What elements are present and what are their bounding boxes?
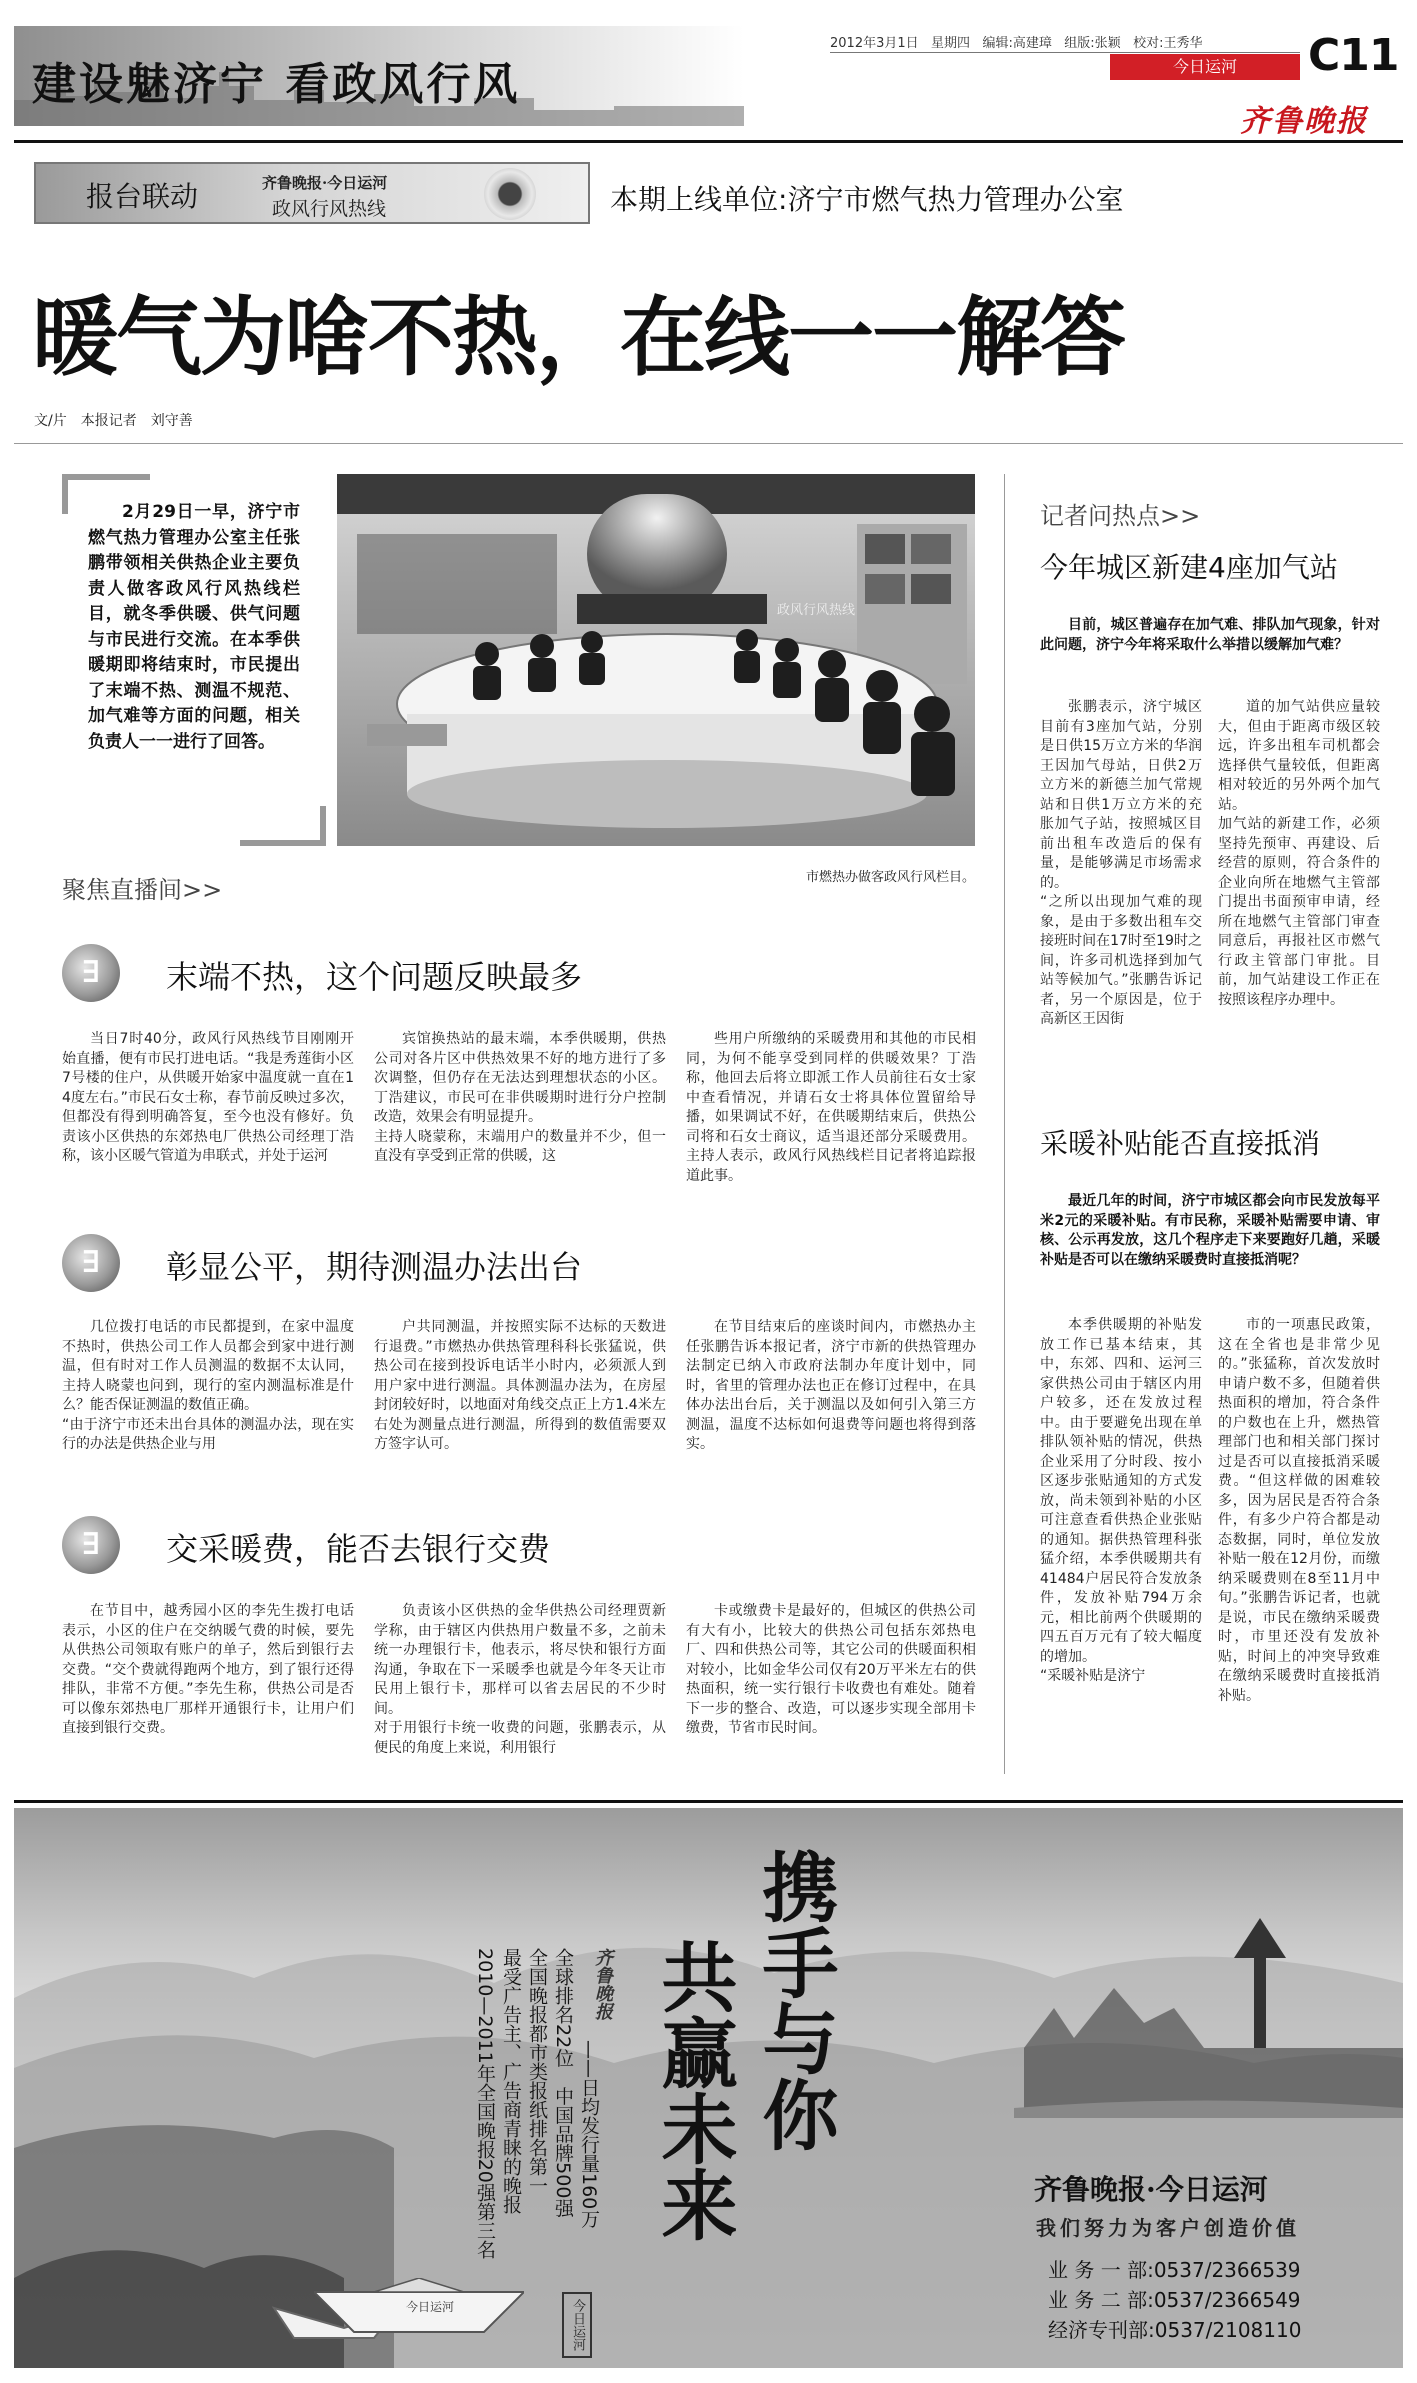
sidebar-q1-title: 今年城区新建4座加气站 <box>1040 551 1338 584</box>
paragraph: 几位拨打电话的市民都提到，在家中温度不热时，供热公司工作人员都会到家中进行测温，但有时对工作人员测温的数据不太认同，主持人晓蒙也问到，现行的室内测温标准是什么？能否保证测温的数值正确。 “由于济宁市还未出台具体的测温办法，现在实行的办法是供热企业与用 <box>62 1319 354 1452</box>
layout-editor: 组版:张颖 <box>1064 36 1121 51</box>
section-3-col-2 <box>374 1602 666 1758</box>
issue-date: 2012年3月1日 <box>830 36 919 51</box>
section-2-col-3 <box>686 1318 976 1455</box>
masthead-divider <box>14 140 1403 143</box>
advertisement <box>14 1808 1403 2368</box>
contact-phone: 0537/2108110 <box>1154 2318 1302 2342</box>
sidebar-q2-title: 采暖补贴能否直接抵消 <box>1040 1127 1321 1160</box>
paragraph: 当日7时40分，政风行风热线节目刚刚开始直播，便有市民打进电话。“我是秀莲街小区7号楼的住户，从供暖开始家中温度就一直在14度左右。”市民石女士称，春节前反映过多次，但都没有得到明确答复，至今也没有修好。负责该小区供热的东郊热电厂供热公司经理丁浩称，该小区暖气管道为串联式，并处于运河 <box>62 1031 354 1164</box>
ad-calligraphy-2: 共赢未来 <box>649 1938 738 2242</box>
slogan: 建设魅济宁 看政风行风 <box>32 59 521 110</box>
ad-seal: 今日运河 <box>562 2292 592 2358</box>
byline-divider <box>14 443 1403 444</box>
section-icon-3: ∃ <box>62 1516 120 1574</box>
ad-claim-4: 最受广告主、广告商青睐的晚报 <box>500 1948 522 2214</box>
intro-text: 2月29日一早，济宁市燃气热力管理办公室主任张鹏带领相关供热企业主要负责人做客政风行风热线栏目，就冬季供暖、供气问题与市民进行交流。在本季供暖期即将结束时，市民提出了末端不热、测温不规范、加气难等方面的问题，相关负责人一一进行了回答。 <box>88 502 300 752</box>
masthead <box>0 18 1417 140</box>
section-title-3: 交采暖费，能否去银行交费 <box>166 1530 551 1568</box>
studio-sign: 政风行风热线 <box>777 603 856 618</box>
sidebar-q2-lead: 最近几年的时间，济宁市城区都会向市民发放每平米2元的采暖补贴。有市民称，采暖补贴需要申请、审核、公示再发放，这几个程序走下来要跑好几趟，采暖补贴是否可以在缴纳采暖费时直接抵消呢？ <box>1040 1193 1380 1268</box>
ad-claim-3: 全国晚报都市类报纸排名第一 <box>526 1948 548 2195</box>
section-2-col-2 <box>374 1318 666 1455</box>
paragraph: 张鹏表示，济宁城区目前有3座加气站，分别是日供15万立方米的华润王因加气母站，日供2万立方米的新德兰加气常规站和日供1万立方米的充胀加气子站，按照城区目前出租车改造后的保有量，是能够满足市场需求的。 “之所以出现加气难的现象，是由于多数出租车交接班时间在17时至19时之间，许多司机选择到加气站等候加气。”张鹏告诉记者，另一个原因是，位于高新区王因街 <box>1040 699 1202 1027</box>
contact-phone: 0537/2366549 <box>1153 2288 1301 2312</box>
ad-claim-5: 2010—2011年全国晚报20强第三名 <box>474 1948 496 2259</box>
section-3-col-1 <box>62 1602 354 1739</box>
paragraph: 些用户所缴纳的采暖费用和其他的市民相同，为何不能享受到同样的供暖效果？丁浩称，他回去后将立即派工作人员前往石女士家中查看情况，并请石女士将具体位置留给导播，如果调试不好，在供暖期结束后，供热公司将和石女士商议，适当退还部分采暖费用。主持人表示，政风行风热线栏目记者将追踪报道此事。 <box>686 1031 976 1184</box>
section-2-col-1 <box>62 1318 354 1455</box>
proofreader: 校对:王秀华 <box>1133 36 1203 51</box>
section-1-col-1 <box>62 1030 354 1167</box>
paragraph: 在节目中，越秀园小区的李先生拨打电话表示，小区的住户在交纳暖气费的时候，要先从供热公司领取有账户的单子，然后到银行去交费。“交个费就得跑两个地方，到了银行还得排队，非常不方便。”李先生称，供热公司是否可以像东郊热电厂那样开通银行卡，让用户们直接到银行交费。 <box>62 1603 354 1736</box>
ad-contact-1 <box>1048 2254 1301 2283</box>
ad-claim-2: 全球排名22位 中国品牌500强 <box>552 1948 574 2218</box>
ad-brand: 齐鲁晚报·今日运河 <box>1034 2173 1268 2206</box>
sunflower-icon <box>484 168 536 220</box>
sidebar-q1-lead: 目前，城区普遍存在加气难、排队加气现象，针对此问题，济宁今年将采取什么举措以缓解加气难？ <box>1040 617 1380 653</box>
contact-label: 经济专刊部: <box>1048 2318 1155 2342</box>
studio-photo <box>337 474 975 846</box>
ad-boat-text: 今日运河 <box>406 2300 455 2314</box>
section-1-col-2 <box>374 1030 666 1167</box>
paragraph: 市的一项惠民政策，这在全省也是非常少见的。”张猛称，首次发放时申请户数不多，但随着供热面积的增加，符合条件的户数也在上升，燃热管理部门也和相关部门探讨过是否可以直接抵消采暖费。“但这样做的困难较多，因为居民是否符合条件，有多少户符合都是动态数据，同时，单位发放补贴一般在12月份，而缴纳采暖费则在8至11月中旬。”张鹏告诉记者，也就是说，市民在缴纳采暖费时，市里还没有发放补贴，时间上的冲突导致难在缴纳采暖费时直接抵消补贴。 <box>1218 1317 1380 1704</box>
brand-logo: 齐鲁晚报 <box>1240 104 1368 139</box>
online-unit-name: 济宁市燃气热力管理办公室 <box>787 183 1124 216</box>
section-badge: 今日运河 <box>1110 54 1300 80</box>
contact-label: 业 务 一 部: <box>1048 2258 1154 2282</box>
ad-boat <box>314 2278 524 2334</box>
sidebar-q1-col-2 <box>1218 698 1380 1010</box>
issue-weekday: 星期四 <box>931 36 971 51</box>
ad-calligraphy-1: 携手与你 <box>750 1848 839 2152</box>
paragraph: 道的加气站供应量较大，但由于距离市级区较远，许多出租车司机都会选择供气量较低，但距离相对较近的另外两个加气站。 加气站的新建工作，必须坚持先预审、再建设、后经营的原则，符合条件的企业向所在地燃气主管部门提出书面预审申请，经所在地燃气主管部门审查同意后，再报社区市燃气行政主管部门审批。目前，加气站建设工作正在按照该程序办理中。 <box>1218 699 1380 1008</box>
masthead-rule <box>830 52 1300 53</box>
sidebar-q1-col-1 <box>1040 698 1202 1030</box>
linkage-logo-line2: 政风行风热线 <box>272 198 387 220</box>
ad-divider <box>14 1800 1403 1803</box>
linkage-logo-line1: 齐鲁晚报·今日运河 <box>262 174 388 192</box>
ad-contact-2 <box>1048 2284 1301 2313</box>
ad-slogan: 我们努力为客户创造价值 <box>1036 2216 1300 2240</box>
paragraph: 负责该小区供热的金华供热公司经理贾新学称，由于辖区内供热用户数量不多，之前未统一办理银行卡，他表示，将尽快和银行方面沟通，争取在下一采暖季也就是今年冬天让市民用上银行卡，那样可以省去居民的不少时间。 对于用银行卡统一收费的问题，张鹏表示，从便民的角度上来说，利用银行 <box>374 1603 666 1756</box>
section-icon-1: ∃ <box>62 944 120 1002</box>
paragraph: 本季供暖期的补贴发放工作已基本结束，其中，东郊、四和、运河三家供热公司由于辖区内用户较多，还在发放过程中。由于要避免出现在单排队领补贴的情况，供热企业采用了分时段、按小区逐步张贴通知的方式发放，尚未领到补贴的小区可注意查看供热企业张贴的通知。据供热管理科张猛介绍，本季供暖期共有41484户居民符合发放条件，发放补贴794万余元，相比前两个供暖期的四五百万元有了较大幅度的增加。 “采暖补贴是济宁 <box>1040 1317 1202 1684</box>
online-unit-label: 本期上线单位: <box>610 183 788 216</box>
contact-phone: 0537/2366539 <box>1153 2258 1301 2282</box>
paragraph: 卡或缴费卡是最好的，但城区的供热公司有大有小，比较大的供热公司包括东郊热电厂、四和供热公司等，其它公司的供暖面积相对较小，比如金华公司仅有20万平米左右的供热面积，统一实行银行卡收费也有难处。随着下一步的整合、改造，可以逐步实现全部用卡缴费，节省市民时间。 <box>686 1603 976 1736</box>
headline: 暖气为啥不热，在线一一解答 <box>32 288 1124 388</box>
column-divider <box>1004 474 1005 1774</box>
issue-info <box>830 32 1202 51</box>
focus-label: 聚焦直播间>> <box>62 876 223 904</box>
online-unit <box>610 178 1123 218</box>
byline: 文/片 本报记者 刘守善 <box>34 413 193 429</box>
sidebar-q2-col-2 <box>1218 1316 1380 1706</box>
section-1-col-3 <box>686 1030 976 1186</box>
photo-caption: 市燃热办做客政风行风栏目。 <box>805 870 975 885</box>
sidebar-label: 记者问热点>> <box>1040 502 1201 530</box>
paragraph: 宾馆换热站的最末端，本季供暖期，供热公司对各片区中供热效果不好的地方进行了多次调整，但仍存在无法达到理想状态的小区。丁浩建议，市民可在非供暖期时进行分户控制改造，效果会有明显提升。 主持人晓蒙称，末端用户的数量并不少，但一直没有享受到正常的供暖，这 <box>374 1031 666 1164</box>
section-icon-2: ∃ <box>62 1234 120 1292</box>
editor: 编辑:高建璋 <box>982 36 1052 51</box>
page-number: C11 <box>1308 30 1399 81</box>
intro-bracket-br <box>240 806 326 846</box>
section-3-col-3 <box>686 1602 976 1739</box>
linkage-label: 报台联动 <box>86 180 199 213</box>
ad-brand-vertical: 齐鲁晚报 <box>592 1948 613 2020</box>
ad-contact-3 <box>1048 2314 1301 2343</box>
contact-label: 业 务 二 部: <box>1048 2288 1154 2312</box>
linkage-box <box>34 162 590 224</box>
sidebar-q2-col-1 <box>1040 1316 1202 1687</box>
section-title-1: 末端不热，这个问题反映最多 <box>166 958 583 996</box>
section-title-2: 彰显公平，期待测温办法出台 <box>166 1248 583 1286</box>
paragraph: 在节目结束后的座谈时间内，市燃热办主任张鹏告诉本报记者，济宁市新的供热管理办法制定已纳入市政府法制办年度计划中，同时，省里的管理办法也正在修订过程中，在具体办法出台后，关于测温以及如何引入第三方测温，温度不达标如何退费等问题也将得到落实。 <box>686 1319 976 1452</box>
paragraph: 户共同测温，并按照实际不达标的天数进行退费。”市燃热办供热管理科科长张猛说，供热公司在接到投诉电话半小时内，必须派人到用户家中进行测温。具体测温办法为，在房屋封闭较好时，以地面对角线交点正上方1.4米左右处为测量点进行测温，所得到的数值需要双方签字认可。 <box>374 1319 666 1452</box>
ad-claim-1: ——日均发行量160万 <box>578 2040 600 2229</box>
